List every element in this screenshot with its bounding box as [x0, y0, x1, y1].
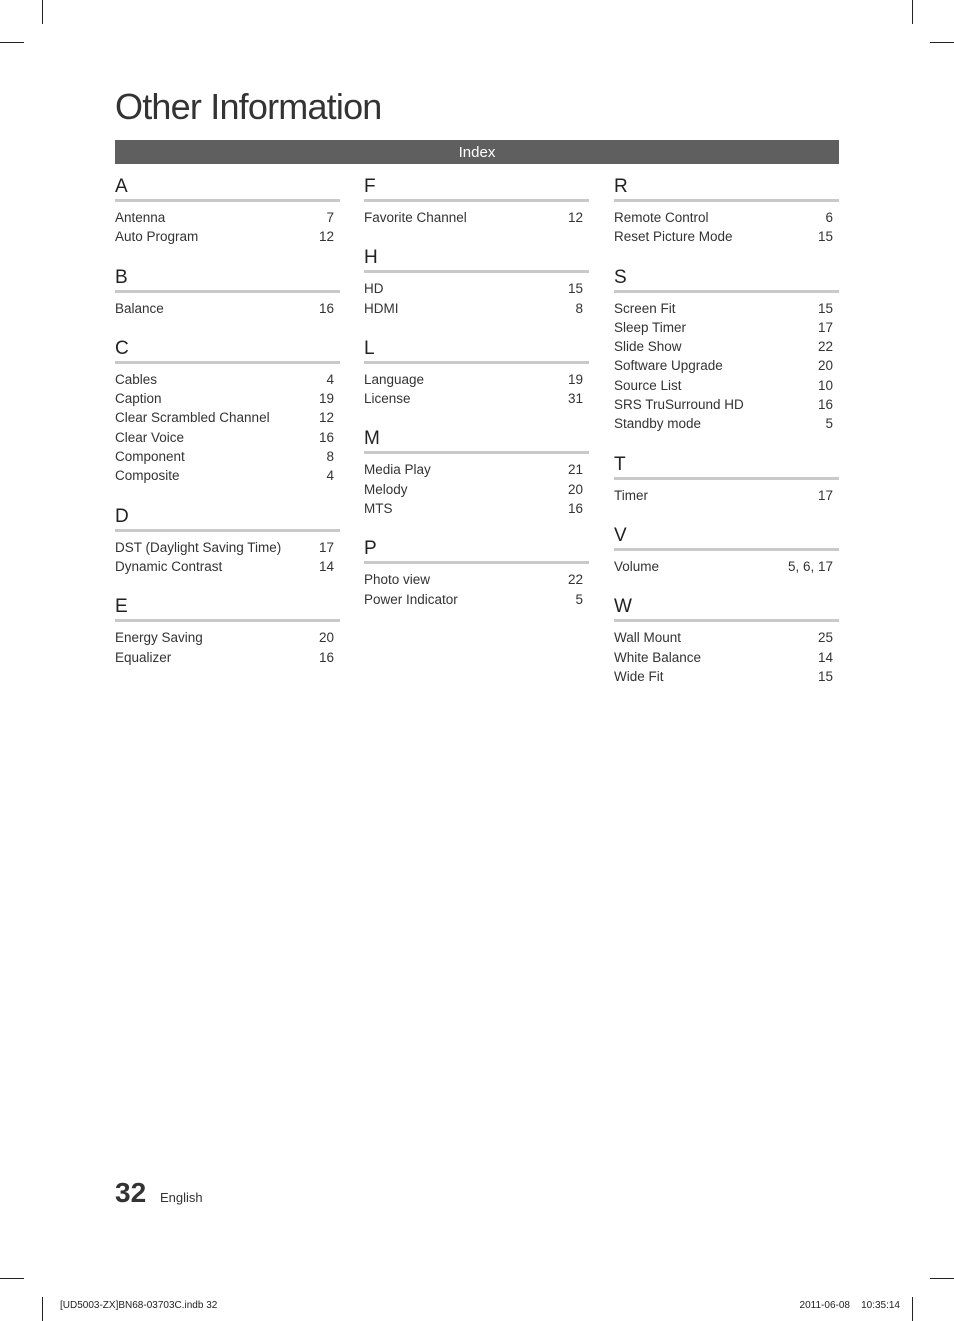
- index-entry: [364, 389, 589, 408]
- index-entry: [115, 299, 340, 318]
- index-entry: [115, 227, 340, 246]
- footer-date-info: 2011-06-08 10:35:14: [799, 1300, 900, 1311]
- index-entry: [614, 227, 839, 246]
- entry-page: 16: [567, 501, 583, 517]
- entry-page: 12: [318, 410, 334, 426]
- entry-page: 16: [318, 649, 334, 665]
- index-section-r: [614, 176, 839, 247]
- index-entry: [364, 480, 589, 499]
- index-entry: [614, 337, 839, 356]
- section-letter: C: [115, 338, 340, 364]
- entry-term: Cables: [115, 371, 158, 387]
- entry-term: Volume: [614, 558, 660, 574]
- index-entry: [364, 460, 589, 479]
- index-section-t: [614, 454, 839, 505]
- entry-page: 12: [318, 229, 334, 245]
- section-letter: W: [614, 596, 839, 622]
- index-entry: [115, 628, 340, 647]
- entry-page: 4: [326, 468, 334, 484]
- entry-term: Timer: [614, 487, 648, 503]
- crop-mark: [930, 42, 954, 43]
- index-heading: Index: [458, 143, 496, 161]
- entry-page: 14: [817, 649, 833, 665]
- index-entry: [614, 395, 839, 414]
- section-letter: F: [364, 176, 589, 202]
- entry-page: 5: [825, 416, 833, 432]
- index-section-v: [614, 525, 839, 576]
- entry-term: Clear Voice: [115, 429, 185, 445]
- entry-term: Media Play: [364, 462, 431, 478]
- entry-page: 10: [817, 377, 833, 393]
- index-entry: [364, 208, 589, 227]
- crop-mark: [930, 1278, 954, 1279]
- index-entry: [364, 570, 589, 589]
- index-section-c: [115, 338, 340, 486]
- index-section-p: [364, 538, 589, 609]
- entry-term: HDMI: [364, 300, 399, 316]
- index-entry: [115, 648, 340, 667]
- page-number: 32: [115, 1177, 147, 1208]
- entry-page: 22: [567, 572, 583, 588]
- section-letter: L: [364, 338, 589, 364]
- index-entry: [364, 370, 589, 389]
- index-column-1: [115, 176, 340, 687]
- section-letter: E: [115, 596, 340, 622]
- entry-page: 25: [817, 630, 833, 646]
- index-section-b: [115, 267, 340, 318]
- entry-term: Reset Picture Mode: [614, 229, 733, 245]
- entry-page: 16: [817, 397, 833, 413]
- index-section-a: [115, 176, 340, 247]
- index-entry: [115, 428, 340, 447]
- entry-term: Slide Show: [614, 339, 682, 355]
- index-section-s: [614, 267, 839, 434]
- section-letter: H: [364, 247, 589, 273]
- index-section-m: [364, 428, 589, 518]
- entry-page: 4: [326, 371, 334, 387]
- index-entry: [614, 486, 839, 505]
- index-entry: [115, 208, 340, 227]
- entry-term: Sleep Timer: [614, 319, 687, 335]
- entry-term: Language: [364, 371, 425, 387]
- entry-page: 17: [817, 319, 833, 335]
- footer-file-info: [UD5003-ZX]BN68-03703C.indb 32: [60, 1300, 218, 1311]
- entry-term: Standby mode: [614, 416, 702, 432]
- crop-mark: [912, 0, 913, 24]
- entry-term: MTS: [364, 501, 393, 517]
- entry-term: Software Upgrade: [614, 358, 723, 374]
- entry-page: 20: [567, 481, 583, 497]
- index-entry: [614, 628, 839, 647]
- entry-page: 16: [318, 429, 334, 445]
- section-letter: B: [115, 267, 340, 293]
- index-entry: [115, 447, 340, 466]
- entry-term: Clear Scrambled Channel: [115, 410, 270, 426]
- entry-page: 17: [817, 487, 833, 503]
- entry-page: 19: [567, 371, 583, 387]
- index-section-w: [614, 596, 839, 686]
- entry-page: 8: [575, 300, 583, 316]
- index-entry: [115, 538, 340, 557]
- entry-page: 7: [326, 210, 334, 225]
- index-section-f: [364, 176, 589, 227]
- entry-page: 15: [817, 668, 833, 684]
- index-entry: [364, 279, 589, 298]
- entry-page: 6: [825, 210, 833, 225]
- entry-term: Component: [115, 449, 185, 465]
- page-title: Other Information: [115, 86, 382, 127]
- crop-mark: [42, 1297, 43, 1321]
- index-entry: [115, 408, 340, 427]
- section-letter: T: [614, 454, 839, 480]
- section-letter: V: [614, 525, 839, 551]
- index-entry: [364, 499, 589, 518]
- entry-term: Balance: [115, 300, 164, 316]
- index-entry: [614, 356, 839, 375]
- index-entry: [614, 299, 839, 318]
- crop-mark: [42, 0, 43, 24]
- entry-term: Remote Control: [614, 210, 709, 225]
- crop-mark: [912, 1297, 913, 1321]
- entry-term: Photo view: [364, 572, 431, 588]
- index-entry: [614, 414, 839, 433]
- entry-term: DST (Daylight Saving Time): [115, 539, 282, 555]
- entry-page: 21: [567, 462, 583, 478]
- index-column-3: [614, 176, 839, 706]
- entry-term: HD: [364, 281, 384, 297]
- index-entry: [614, 318, 839, 337]
- index-entry: [115, 557, 340, 576]
- entry-page: 22: [817, 339, 833, 355]
- entry-page: 16: [318, 300, 334, 316]
- index-section-e: [115, 596, 340, 667]
- entry-term: Melody: [364, 481, 408, 497]
- index-entry: [364, 299, 589, 318]
- entry-page: 12: [567, 210, 583, 225]
- index-entry: [614, 648, 839, 667]
- entry-term: Dynamic Contrast: [115, 558, 223, 574]
- section-letter: S: [614, 267, 839, 293]
- entry-term: Caption: [115, 391, 162, 407]
- index-entry: [614, 376, 839, 395]
- entry-term: SRS TruSurround HD: [614, 397, 744, 413]
- entry-term: Equalizer: [115, 649, 172, 665]
- entry-page: 15: [817, 300, 833, 316]
- entry-term: Favorite Channel: [364, 210, 467, 225]
- entry-term: Wide Fit: [614, 668, 664, 684]
- entry-term: Composite: [115, 468, 180, 484]
- index-section-d: [115, 506, 340, 577]
- entry-page: 17: [318, 539, 334, 555]
- index-entry: [614, 208, 839, 227]
- entry-term: Energy Saving: [115, 630, 203, 646]
- entry-page: 20: [817, 358, 833, 374]
- crop-mark: [0, 1278, 24, 1279]
- index-heading-bar: [115, 140, 839, 164]
- entry-term: Source List: [614, 377, 682, 393]
- entry-page: 31: [567, 391, 583, 407]
- entry-term: White Balance: [614, 649, 702, 665]
- entry-term: Screen Fit: [614, 300, 676, 316]
- entry-term: License: [364, 391, 411, 407]
- entry-page: 8: [326, 449, 334, 465]
- index-entry: [364, 590, 589, 609]
- index-section-l: [364, 338, 589, 409]
- entry-page: 15: [567, 281, 583, 297]
- index-entry: [115, 389, 340, 408]
- entry-page: 5, 6, 17: [787, 558, 833, 574]
- section-letter: P: [364, 538, 589, 564]
- index-entry: [115, 370, 340, 389]
- crop-mark: [0, 42, 24, 43]
- entry-page: 19: [318, 391, 334, 407]
- entry-page: 5: [575, 591, 583, 607]
- index-column-2: [364, 176, 589, 629]
- entry-term: Power Indicator: [364, 591, 458, 607]
- index-entry: [614, 557, 839, 576]
- section-letter: A: [115, 176, 340, 202]
- entry-term: Auto Program: [115, 229, 199, 245]
- page-language: English: [160, 1190, 203, 1205]
- entry-page: 14: [318, 558, 334, 574]
- entry-term: Antenna: [115, 210, 166, 225]
- section-letter: R: [614, 176, 839, 202]
- entry-page: 20: [318, 630, 334, 646]
- section-letter: M: [364, 428, 589, 454]
- index-entry: [614, 667, 839, 686]
- entry-term: Wall Mount: [614, 630, 682, 646]
- entry-page: 15: [817, 229, 833, 245]
- section-letter: D: [115, 506, 340, 532]
- index-entry: [115, 466, 340, 485]
- index-section-h: [364, 247, 589, 318]
